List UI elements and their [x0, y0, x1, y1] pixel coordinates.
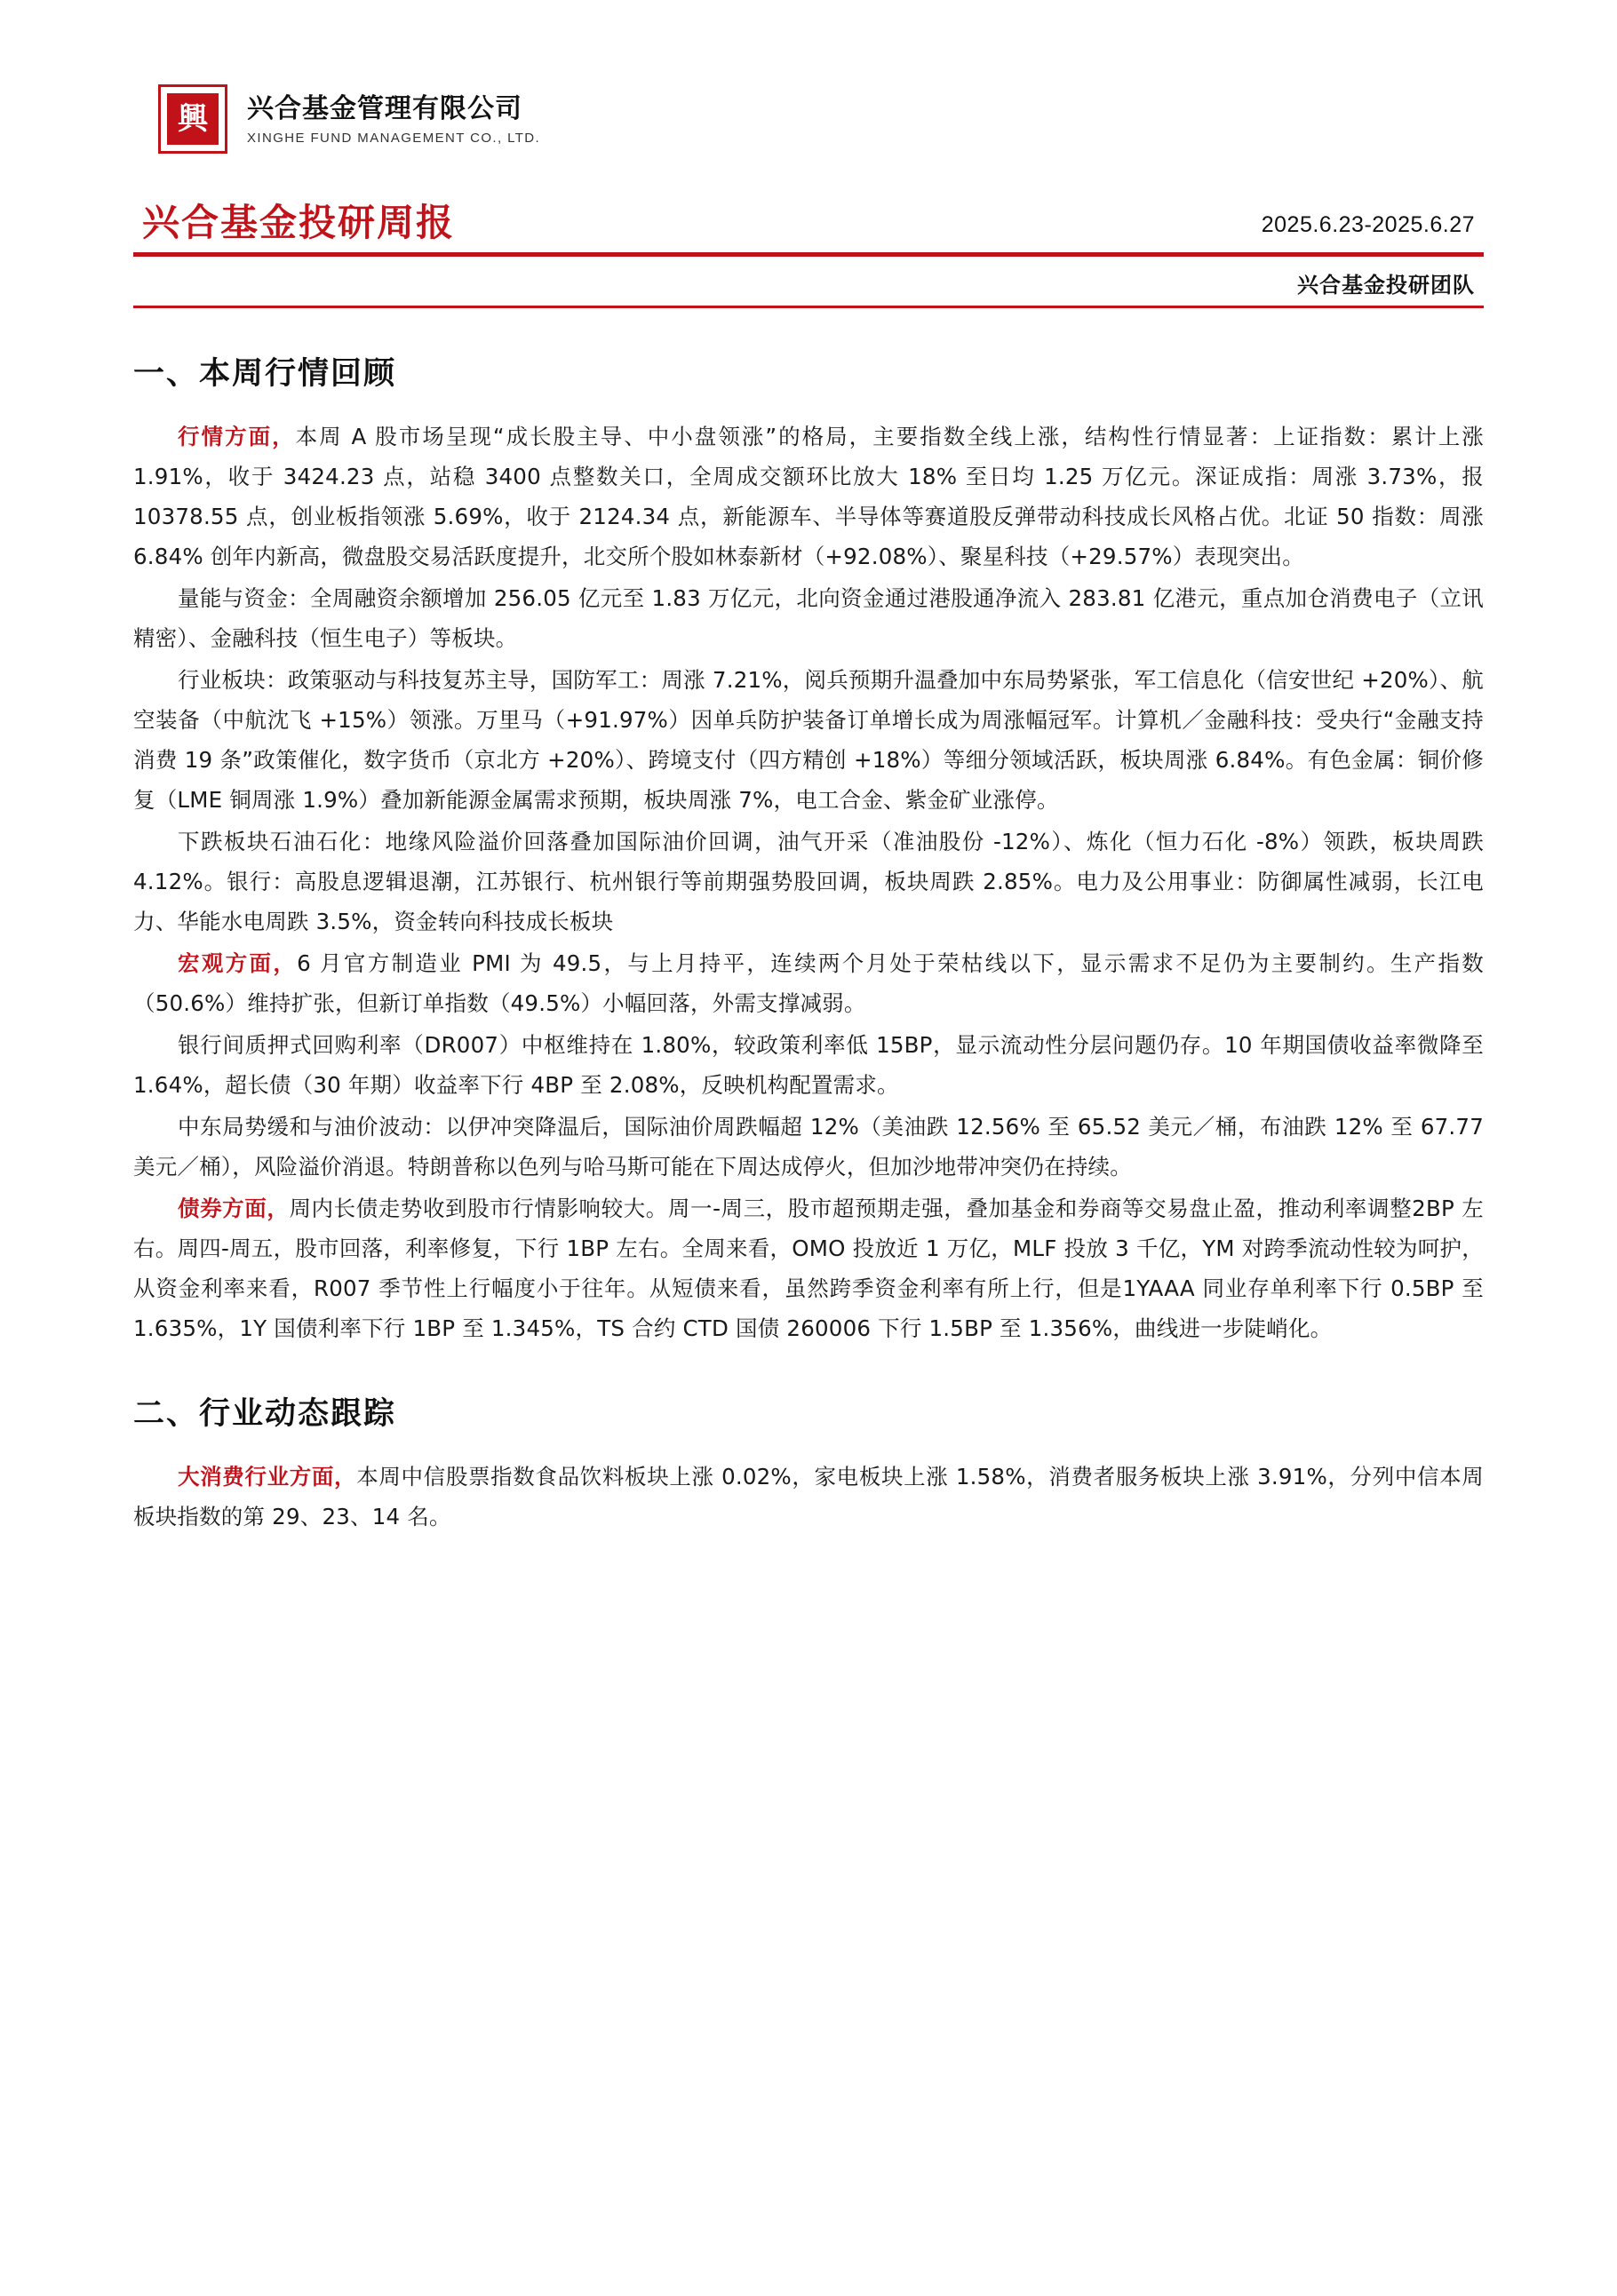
divider-thin: [133, 306, 1484, 308]
logo-text-block: [247, 92, 540, 147]
paragraph-text: 量能与资金：全周融资余额增加 256.05 亿元至 1.83 万亿元，北向资金通过港股通净流入 283.81 亿港元，重点加仓消费电子（立讯精密）、金融科技（恒生电子）等板块。: [133, 584, 1484, 651]
paragraph: [133, 1188, 1484, 1348]
paragraph: [133, 660, 1484, 820]
page-title: 兴合基金投研周报: [142, 201, 456, 244]
paragraph-lead: 债券方面，: [178, 1195, 290, 1221]
date-range: 2025.6.23-2025.6.27: [1261, 212, 1475, 238]
paragraph-text: 周内长债走势收到股市行情影响较大。周一-周三，股市超预期走强，叠加基金和券商等交易盘止盈，推动利率调整2BP 左右。周四-周五，股市回落，利率修复，下行 1BP 左右。全周来看，OMO 投放近 1 万亿，MLF 投放 3 千亿，YM 对跨季流动性较为呵护，从资金利率来看，R007 季节性上行幅度小于往年。从短债来看，虽然跨季资金利率有所上行，但是1YAAA 同业存单利率下行 0.5BP 至 1.635%，1Y 国债利率下行 1BP 至 1.345%，TS 合约 CTD 国债 260006 下行 1.5BP 至 1.356%，曲线进一步陡峭化。: [133, 1195, 1484, 1341]
paragraph: [133, 1457, 1484, 1537]
company-logo: [133, 84, 1484, 154]
company-name-cn: 兴合基金管理有限公司: [247, 92, 522, 124]
paragraph-text: 行业板块：政策驱动与科技复苏主导，国防军工：周涨 7.21%，阅兵预期升温叠加中东局势紧张，军工信息化（信安世纪 +20%）、航空装备（中航沈飞 +15%）领涨。万里马（+91.97%）因单兵防护装备订单增长成为周涨幅冠军。计算机／金融科技：受央行“金融支持消费 19 条”政策催化，数字货币（京北方 +20%）、跨境支付（四方精创 +18%）等细分领域活跃，板块周涨 6.84%。有色金属：铜价修复（LME 铜周涨 1.9%）叠加新能源金属需求预期，板块周涨 7%，电工合金、紫金矿业涨停。: [133, 666, 1484, 813]
paragraph: [133, 1025, 1484, 1105]
paragraph: [133, 943, 1484, 1023]
section-heading-2: 二、行业动态跟踪: [133, 1395, 397, 1432]
paragraph-lead: 行情方面，: [178, 423, 296, 449]
paragraph-lead: 宏观方面，: [178, 949, 298, 976]
paragraph: [133, 417, 1484, 576]
paragraph-lead: 大消费行业方面，: [178, 1463, 357, 1490]
title-row: [133, 203, 1484, 243]
paragraph-text: 下跌板块石油石化：地缘风险溢价回落叠加国际油价回调，油气开采（准油股份 -12%）、炼化（恒力石化 -8%）领跌，板块周跌 4.12%。银行：高股息逻辑退潮，江苏银行、杭州银行等前期强势股回调，板块周跌 2.85%。电力及公用事业：防御属性减弱，长江电力、华能水电周跌 3.5%，资金转向科技成长板块: [133, 828, 1484, 934]
paragraph: [133, 578, 1484, 658]
paragraph-text: 6 月官方制造业 PMI 为 49.5，与上月持平，连续两个月处于荣枯线以下，显示需求不足仍为主要制约。生产指数（50.6%）维持扩张，但新订单指数（49.5%）小幅回落，外需支撑减弱。: [133, 949, 1485, 1016]
company-name-en: XINGHE FUND MANAGEMENT CO., LTD.: [247, 131, 541, 147]
paragraph-text: 本周 A 股市场呈现“成长股主导、中小盘领涨”的格局，主要指数全线上涨，结构性行情显著：上证指数：累计上涨 1.91%，收于 3424.23 点，站稳 3400 点整数关口，全周成交额环比放大 18% 至日均 1.25 万亿元。深证成指：周涨 3.73%，报 10378.55 点，创业板指领涨 5.69%，收于 2124.34 点，新能源车、半导体等赛道股反弹带动科技成长风格占优。北证 50 指数：周涨 6.84% 创年内新高，微盘股交易活跃度提升，北交所个股如林泰新材（+92.08%）、聚星科技（+29.57%）表现突出。: [133, 423, 1484, 569]
seal-glyph: 興: [167, 93, 219, 145]
paragraph-text: 银行间质押式回购利率（DR007）中枢维持在 1.80%，较政策利率低 15BP，显示流动性分层问题仍存。10 年期国债收益率微降至 1.64%，超长债（30 年期）收益率下行 4BP 至 2.08%，反映机构配置需求。: [133, 1031, 1484, 1098]
paragraph: [133, 822, 1484, 941]
team-row: [133, 257, 1484, 306]
paragraph: [133, 1107, 1484, 1187]
seal-icon: [158, 84, 227, 154]
paragraph-text: 本周中信股票指数食品饮料板块上涨 0.02%，家电板块上涨 1.58%，消费者服务板块上涨 3.91%，分列中信本周板块指数的第 29、23、14 名。: [133, 1463, 1484, 1529]
paragraph-text: 中东局势缓和与油价波动：以伊冲突降温后，国际油价周跌幅超 12%（美油跌 12.56% 至 65.52 美元／桶，布油跌 12% 至 67.77 美元／桶），风险溢价消退。特朗普称以色列与哈马斯可能在下周达成停火，但加沙地带冲突仍在持续。: [133, 1113, 1484, 1180]
team-name: 兴合基金投研团队: [1297, 273, 1475, 298]
section-heading-1: 一、本周行情回顾: [133, 355, 397, 392]
